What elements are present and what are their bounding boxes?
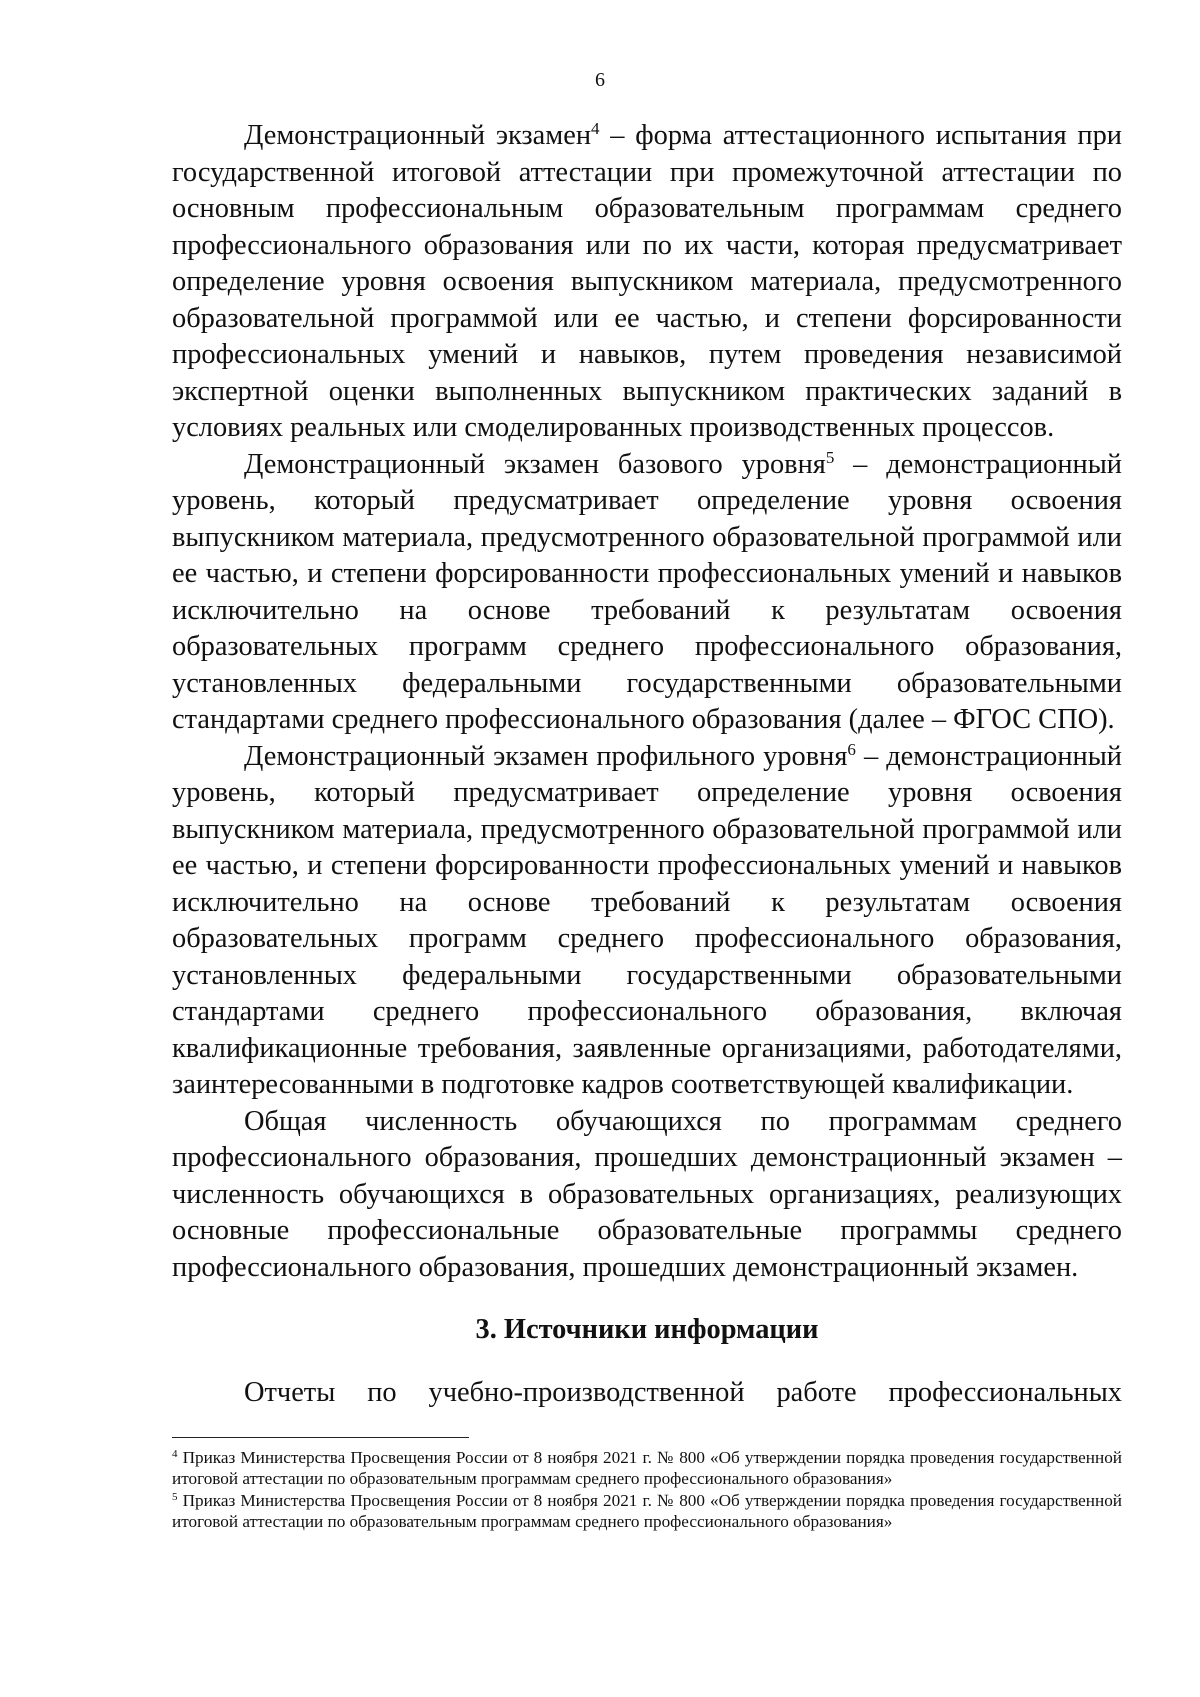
paragraph-lead: Демонстрационный экзамен базового уровня [244, 448, 826, 480]
paragraph-demo-exam-definition [172, 118, 1122, 447]
paragraph-sources: Отчеты по учебно-производственной работе профессиональных [244, 1376, 1122, 1408]
footnote-reference-5[interactable]: 5 [825, 447, 835, 467]
footnote-text: Приказ Министерства Просвещения России от 8 ноября 2021 г. № 800 «Об утверждении порядка проведения государственной итоговой аттестации по образовательным программам среднего профессионального образования» [172, 1491, 1122, 1531]
paragraph-text: – демонстрационный уровень, который предусматривает определение уровня освоения выпускником материала, предусмотренного образовательной программой или ее частью, и степени форсированности профессиональных умений и навыков исключительно на основе требований к результатам освоения образовательных программ среднего профессионального образования, установленных федеральными государственными образовательными стандартами среднего профессионального образования (далее – ФГОС СПО). [172, 448, 1122, 735]
footnote-reference-6[interactable]: 6 [847, 739, 856, 759]
section-heading: 3. Источники информации [475, 1314, 819, 1345]
footnote-text: Приказ Министерства Просвещения России от 8 ноября 2021 г. № 800 «Об утверждении порядка проведения государственной итоговой аттестации по образовательным программам среднего профессионального образования» [172, 1448, 1122, 1488]
paragraph-lead: Демонстрационный экзамен профильного уровня [244, 740, 848, 772]
footnote-reference-4[interactable]: 4 [591, 119, 600, 138]
footnote-mark: 4 [172, 1448, 178, 1460]
paragraph-basic-level-definition [172, 447, 1122, 739]
paragraph-profile-level-definition [172, 739, 1122, 1104]
footnote-5 [172, 1490, 1122, 1532]
footnote-separator [172, 1437, 469, 1438]
paragraph-total-students: Общая численность обучающихся по программам среднего профессионального образования, прошедших демонстрационный экзамен – численность обучающихся в образовательных организациях, реализующих основные профессиональные образовательные программы среднего профессионального образования, прошедших демонстрационный экзамен. [172, 1105, 1122, 1283]
paragraph-lead: Демонстрационный экзамен [244, 120, 592, 151]
footnote-mark: 5 [172, 1491, 178, 1503]
footnotes [172, 1447, 1122, 1532]
paragraph-text: – демонстрационный уровень, который предусматривает определение уровня освоения выпускником материала, предусмотренного образовательной программой или ее частью, и степени форсированности профессиональных умений и навыков исключительно на основе требований к результатам освоения образовательных программ среднего профессионального образования, установленных федеральными государственными образовательными стандартами среднего профессионального образования, включая квалификационные требования, заявленные организациями, работодателями, заинтересованными в подготовке кадров соответствующей квалификации. [172, 740, 1122, 1100]
body-text [172, 118, 1122, 1411]
page-number: 6 [595, 69, 605, 91]
footnote-4 [172, 1447, 1122, 1489]
paragraph-text: – форма аттестационного испытания при государственной итоговой аттестации при промежуточной аттестации по основным профессиональным образовательным программам среднего профессионального образования или по их части, которая предусматривает определение уровня освоения выпускником материала, предусмотренного образовательной программой или ее частью, и степени форсированности профессиональных умений и навыков, путем проведения независимой экспертной оценки выполненных выпускником практических заданий в условиях реальных или смоделированных производственных процессов. [172, 120, 1122, 443]
